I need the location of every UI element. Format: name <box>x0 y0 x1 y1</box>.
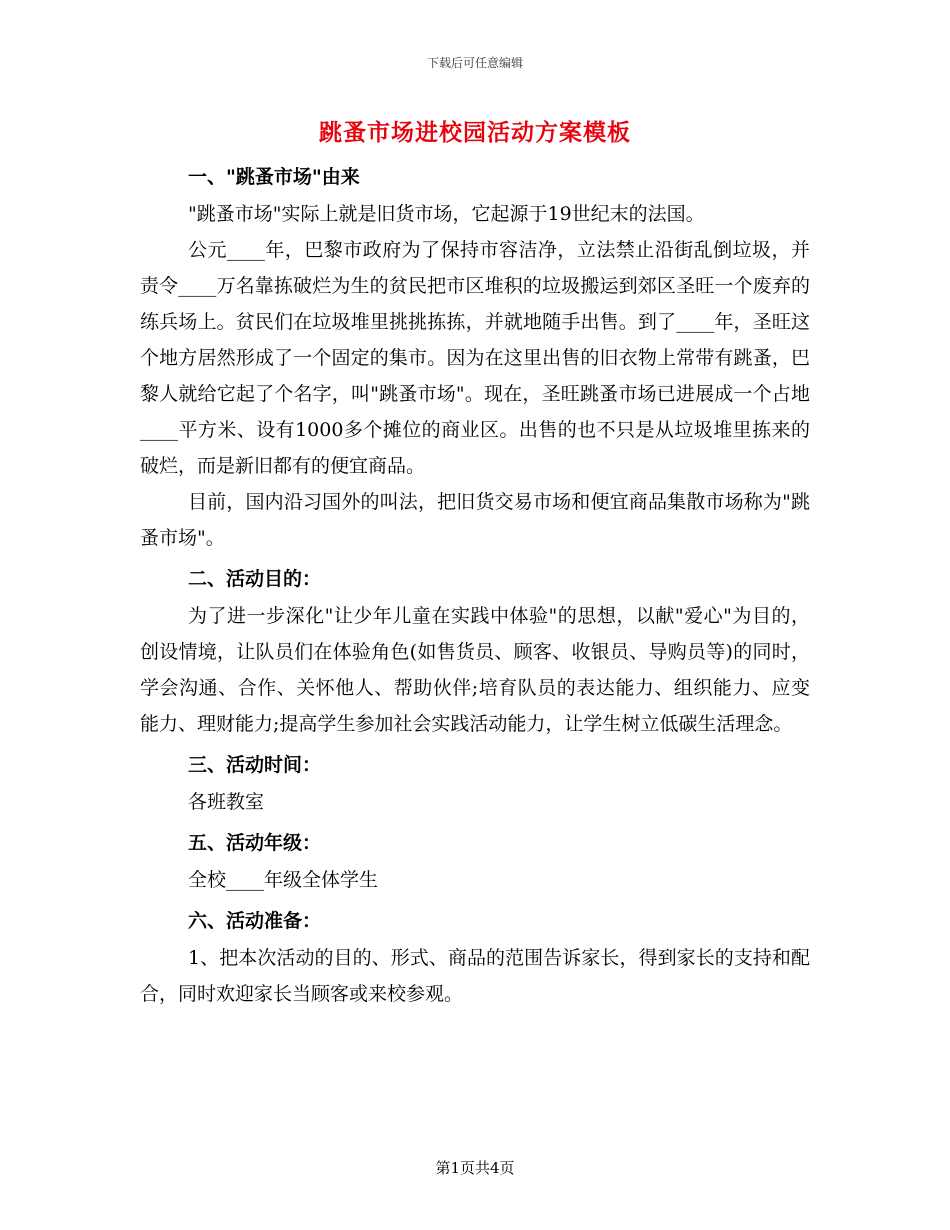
document-title: 跳蚤市场进校园活动方案模板 <box>319 119 631 146</box>
paragraph: 公元____年，巴黎市政府为了保持市容洁净，立法禁止沿街乱倒垃圾，并责令____万名靠拣破烂为生的贫民把市区堆积的垃圾搬运到郊区圣旺一个废弃的练兵场上。贫民们在垃圾堆里挑挑拣拣，并就地随手出售。到了____年，圣旺这个地方居然形成了一个固定的集市。因为在这里出售的旧衣物上常带有跳蚤，巴黎人就给它起了个名字，叫"跳蚤市场"。现在，圣旺跳蚤市场已进展成一个占地____平方米、设有1000多个摊位的商业区。出售的也不只是从垃圾堆里拣来的破烂，而是新旧都有的便宜商品。 <box>140 239 810 477</box>
paragraph: "跳蚤市场"实际上就是旧货市场，它起源于19世纪末的法国。 <box>188 203 705 225</box>
section-heading-purpose: 二、活动目的： <box>188 568 322 590</box>
section-heading-preparation: 六、活动准备： <box>188 910 322 932</box>
page-footer: 第1页共4页 <box>435 1159 515 1177</box>
paragraph: 各班教室 <box>188 791 265 813</box>
paragraph: 目前，国内沿习国外的叫法，把旧货交易市场和便宜商品集散市场称为"跳蚤市场"。 <box>140 491 810 549</box>
paragraph: 为了进一步深化"让少年儿童在实践中体验"的思想，以献"爱心"为目的，创设情境，让队员们在体验角色(如售货员、顾客、收银员、导购员等)的同时，学会沟通、合作、关怀他人、帮助伙伴;培育队员的表达能力、组织能力、应变能力、理财能力;提高学生参加社会实践活动能力，让学生树立低碳生活理念。 <box>140 605 810 735</box>
paragraph: 全校____年级全体学生 <box>188 869 379 891</box>
document-body <box>140 158 810 1012</box>
paragraph: 1、把本次活动的目的、形式、商品的范围告诉家长，得到家长的支持和配合，同时欢迎家长当顾客或来校参观。 <box>140 947 810 1005</box>
section-heading-time: 三、活动时间： <box>188 754 322 776</box>
section-heading-grade: 五、活动年级： <box>188 832 322 854</box>
header-note: 下载后可任意编辑 <box>426 56 523 70</box>
section-heading-origin: 一、"跳蚤市场"由来 <box>188 166 360 188</box>
